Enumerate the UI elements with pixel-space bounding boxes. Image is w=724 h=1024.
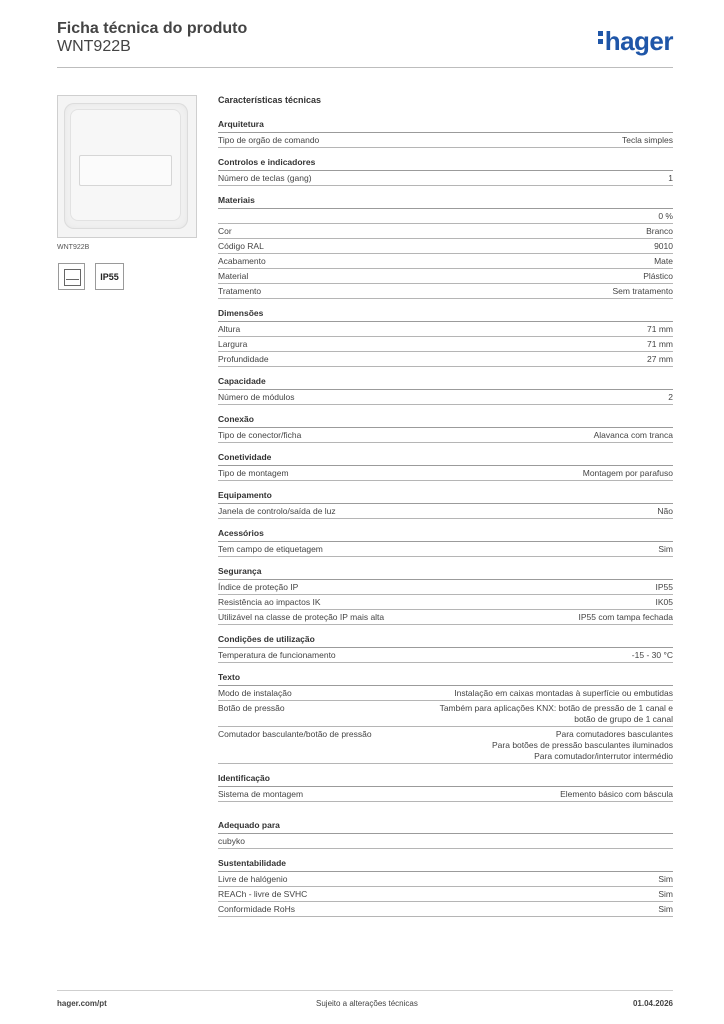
spec-row bbox=[218, 254, 673, 269]
section-title: Conexão bbox=[218, 414, 673, 428]
spec-value bbox=[594, 430, 673, 441]
spec-value bbox=[440, 703, 673, 725]
spec-value bbox=[656, 597, 674, 608]
technical-specs bbox=[218, 95, 673, 926]
spec-row bbox=[218, 428, 673, 443]
specs-heading: Características técnicas bbox=[218, 95, 322, 105]
spec-row bbox=[218, 902, 673, 917]
spec-value-line: 2 bbox=[668, 392, 673, 402]
spec-value bbox=[632, 650, 673, 661]
spec-key: Número de módulos bbox=[218, 392, 295, 402]
spec-value-line: Tecla simples bbox=[621, 135, 673, 145]
spec-key: Tipo de conector/ficha bbox=[218, 430, 302, 440]
spec-value-line: 71 mm bbox=[647, 324, 673, 334]
spec-key: Acabamento bbox=[218, 256, 266, 266]
spec-value bbox=[622, 135, 673, 146]
section-title: Materiais bbox=[218, 195, 673, 209]
spec-value bbox=[657, 506, 673, 517]
spec-key: Temperatura de funcionamento bbox=[218, 650, 336, 660]
spec-value bbox=[647, 339, 673, 350]
spec-row bbox=[218, 352, 673, 367]
spec-row bbox=[218, 171, 673, 186]
spec-value bbox=[647, 324, 673, 335]
spec-value bbox=[613, 286, 673, 297]
spec-section bbox=[218, 195, 673, 299]
spec-row bbox=[218, 542, 673, 557]
spec-row bbox=[218, 648, 673, 663]
spec-section bbox=[218, 820, 673, 849]
spec-value-line: Para comutadores basculantes bbox=[555, 729, 673, 739]
spec-row bbox=[218, 610, 673, 625]
spec-value-line: Sim bbox=[658, 904, 673, 914]
section-title: Controlos e indicadores bbox=[218, 157, 673, 171]
spec-row bbox=[218, 727, 673, 764]
spec-value bbox=[654, 256, 673, 267]
section-title: Capacidade bbox=[218, 376, 673, 390]
spec-value-line: Plástico bbox=[643, 271, 673, 281]
spec-section bbox=[218, 308, 673, 367]
spec-value-line: Sim bbox=[658, 544, 673, 554]
spec-section bbox=[218, 376, 673, 405]
spec-row bbox=[218, 595, 673, 610]
spec-row bbox=[218, 133, 673, 148]
switch-frame bbox=[64, 103, 188, 229]
spec-key: Modo de instalação bbox=[218, 688, 292, 698]
spec-section bbox=[218, 773, 673, 802]
spec-row bbox=[218, 504, 673, 519]
spec-key: Tem campo de etiquetagem bbox=[218, 544, 323, 554]
spec-row bbox=[218, 580, 673, 595]
spec-key: Sistema de montagem bbox=[218, 789, 304, 799]
spec-section bbox=[218, 634, 673, 663]
spec-value bbox=[658, 544, 673, 555]
spec-key: Conformidade RoHs bbox=[218, 904, 296, 914]
footer-divider bbox=[57, 990, 673, 991]
spec-value-line: 9010 bbox=[654, 241, 673, 251]
footer-disclaimer: Sujeito a alterações técnicas bbox=[316, 999, 418, 1008]
spec-value-line: 71 mm bbox=[647, 339, 673, 349]
spec-section bbox=[218, 566, 673, 625]
spec-section bbox=[218, 858, 673, 917]
product-image bbox=[57, 95, 197, 238]
spec-value-line: Alavanca com tranca bbox=[593, 430, 673, 440]
specs-sections bbox=[218, 119, 673, 917]
spec-row bbox=[218, 834, 673, 849]
spec-key: Material bbox=[218, 271, 249, 281]
section-title: Dimensões bbox=[218, 308, 673, 322]
spec-value-line: Sim bbox=[658, 874, 673, 884]
spec-section bbox=[218, 490, 673, 519]
spec-value-line: Branco bbox=[646, 226, 673, 236]
switch-rocker bbox=[70, 109, 181, 221]
spec-key: Comutador basculante/botão de pressão bbox=[218, 729, 372, 739]
spec-value-line: Não bbox=[657, 506, 673, 516]
section-title: Sustentabilidade bbox=[218, 858, 673, 872]
spec-key: Largura bbox=[218, 339, 248, 349]
header-divider bbox=[57, 67, 673, 68]
product-image-label: WNT922B bbox=[57, 244, 90, 251]
spec-row bbox=[218, 284, 673, 299]
spec-row bbox=[218, 872, 673, 887]
spec-row bbox=[218, 322, 673, 337]
spec-value bbox=[560, 789, 673, 800]
spec-section bbox=[218, 119, 673, 148]
spec-section bbox=[218, 528, 673, 557]
page-header bbox=[57, 20, 673, 70]
spec-key: Janela de controlo/saída de luz bbox=[218, 506, 336, 516]
spec-row bbox=[218, 337, 673, 352]
spec-value bbox=[454, 688, 673, 699]
spec-value bbox=[656, 582, 674, 593]
spec-key: cubyko bbox=[218, 836, 245, 846]
section-title: Adequado para bbox=[218, 820, 673, 834]
spec-value bbox=[643, 271, 673, 282]
spec-value-line: Para comutador/interrutor intermédio bbox=[534, 751, 673, 761]
spec-key: Tipo de montagem bbox=[218, 468, 289, 478]
spec-row bbox=[218, 209, 673, 224]
ip-rating-icon bbox=[95, 263, 124, 290]
spec-value-line: Para botões de pressão basculantes iluminados bbox=[492, 740, 673, 750]
spec-value-line: Sim bbox=[658, 889, 673, 899]
section-title: Arquitetura bbox=[218, 119, 673, 133]
spec-row bbox=[218, 701, 673, 727]
spec-value-line: IK05 bbox=[655, 597, 673, 607]
spec-value-line: Elemento básico com báscula bbox=[560, 789, 673, 799]
spec-value bbox=[668, 392, 673, 403]
spec-value-line: Montagem por parafuso bbox=[582, 468, 673, 478]
spec-value bbox=[583, 468, 673, 479]
spec-section bbox=[218, 157, 673, 186]
spec-value bbox=[668, 173, 673, 184]
spec-row bbox=[218, 269, 673, 284]
spec-value bbox=[647, 354, 673, 365]
section-title: Acessórios bbox=[218, 528, 673, 542]
spec-value-line: Mate bbox=[654, 256, 673, 266]
spec-value-line: 1 bbox=[668, 173, 673, 183]
hager-logo bbox=[598, 26, 673, 57]
spec-row bbox=[218, 466, 673, 481]
spec-value-line: Também para aplicações KNX: botão de pressão de 1 canal e bbox=[439, 703, 673, 713]
spec-key: Altura bbox=[218, 324, 241, 334]
spec-key: Utilizável na classe de proteção IP mais alta bbox=[218, 612, 385, 622]
page-title: Ficha técnica do produto bbox=[57, 20, 248, 37]
spec-key: Profundidade bbox=[218, 354, 269, 364]
section-title: Identificação bbox=[218, 773, 673, 787]
spec-value bbox=[658, 889, 673, 900]
logo-text: hager bbox=[604, 26, 673, 56]
logo-colon-icon bbox=[598, 28, 604, 47]
spec-value bbox=[658, 904, 673, 915]
spec-value bbox=[646, 226, 673, 237]
spec-key: Código RAL bbox=[218, 241, 264, 251]
spec-section bbox=[218, 452, 673, 481]
spec-value-line: Instalação em caixas montadas à superfície ou embutidas bbox=[454, 688, 673, 698]
spec-value-line: IP55 com tampa fechada bbox=[578, 612, 673, 622]
spec-section bbox=[218, 672, 673, 764]
spec-key: Botão de pressão bbox=[218, 703, 285, 713]
product-code-title: WNT922B bbox=[57, 38, 131, 55]
section-title: Equipamento bbox=[218, 490, 673, 504]
section-title: Segurança bbox=[218, 566, 673, 580]
spec-row bbox=[218, 390, 673, 405]
spec-row bbox=[218, 787, 673, 802]
surface-mount-icon bbox=[58, 263, 85, 290]
section-title: Condições de utilização bbox=[218, 634, 673, 648]
spec-key: Índice de proteção IP bbox=[218, 582, 299, 592]
spec-value-line: -15 - 30 °C bbox=[631, 650, 673, 660]
spec-key: Tratamento bbox=[218, 286, 262, 296]
spec-key: Resistência ao impactos IK bbox=[218, 597, 321, 607]
spec-value-line: 27 mm bbox=[647, 354, 673, 364]
spec-row bbox=[218, 239, 673, 254]
spec-key: Cor bbox=[218, 226, 232, 236]
spec-key: REACh - livre de SVHC bbox=[218, 889, 308, 899]
spec-key: Livre de halógenio bbox=[218, 874, 288, 884]
spec-value bbox=[654, 241, 673, 252]
spec-value-line: botão de grupo de 1 canal bbox=[574, 714, 673, 724]
label-window bbox=[79, 155, 172, 186]
spec-key: Tipo de orgão de comando bbox=[218, 135, 320, 145]
spec-key: Número de teclas (gang) bbox=[218, 173, 312, 183]
spec-value bbox=[492, 729, 673, 762]
section-title: Conetividade bbox=[218, 452, 673, 466]
section-title: Texto bbox=[218, 672, 673, 686]
spec-value-line: IP55 bbox=[655, 582, 673, 592]
ip-rating-label: IP55 bbox=[100, 271, 119, 282]
footer-website: hager.com/pt bbox=[57, 999, 107, 1008]
spec-row bbox=[218, 686, 673, 701]
spec-row bbox=[218, 887, 673, 902]
spec-value bbox=[578, 612, 673, 623]
footer-date: 01.04.2026 bbox=[632, 999, 673, 1008]
spec-value bbox=[658, 211, 673, 222]
spec-value-line: Sem tratamento bbox=[612, 286, 673, 296]
spec-row bbox=[218, 224, 673, 239]
spec-value-line: 0 % bbox=[658, 211, 673, 221]
spec-section bbox=[218, 414, 673, 443]
spec-value bbox=[658, 874, 673, 885]
